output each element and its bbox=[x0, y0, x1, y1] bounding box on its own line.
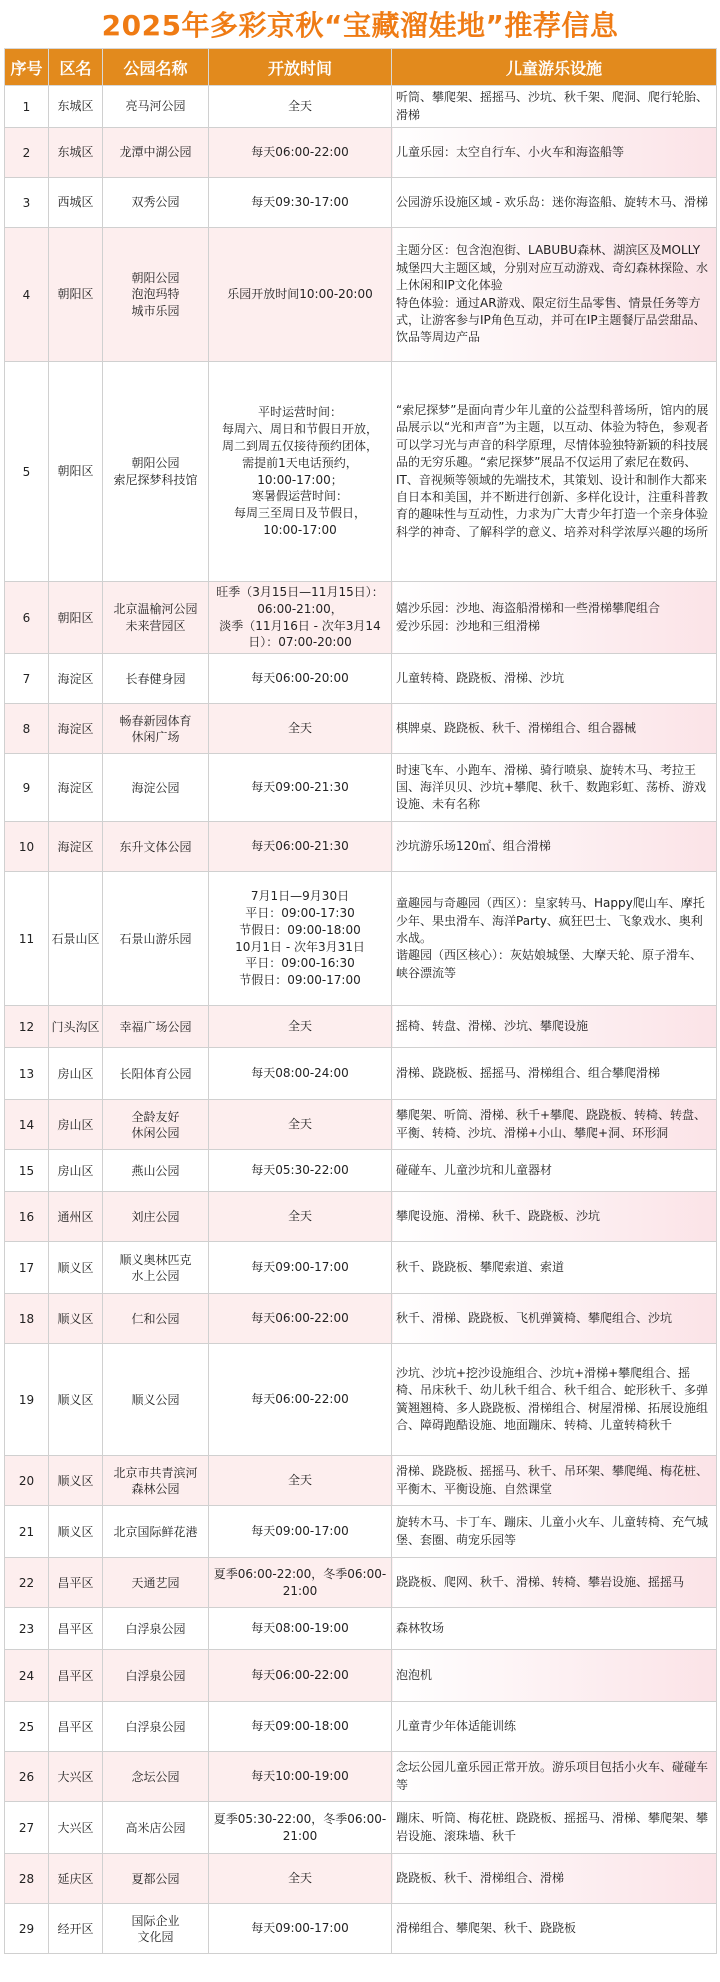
row-index: 5 bbox=[5, 362, 49, 582]
table-row bbox=[5, 362, 717, 582]
row-facilities: 公园游乐设施区域 - 欢乐岛：迷你海盗船、旋转木马、滑梯 bbox=[392, 178, 717, 228]
row-district: 海淀区 bbox=[49, 704, 103, 754]
row-index: 25 bbox=[5, 1702, 49, 1752]
row-facilities: 儿童转椅、跷跷板、滑梯、沙坑 bbox=[392, 654, 717, 704]
row-facilities: 摇椅、转盘、滑梯、沙坑、攀爬设施 bbox=[392, 1006, 717, 1048]
row-index: 27 bbox=[5, 1802, 49, 1854]
row-park-name: 白浮泉公园 bbox=[103, 1608, 209, 1650]
row-opening-hours: 每天09:30-17:00 bbox=[209, 178, 392, 228]
row-park-name: 仁和公园 bbox=[103, 1294, 209, 1344]
row-district: 西城区 bbox=[49, 178, 103, 228]
table-row bbox=[5, 1506, 717, 1558]
row-district: 延庆区 bbox=[49, 1854, 103, 1904]
header-park-name: 公园名称 bbox=[103, 49, 209, 86]
row-park-name: 长阳体育公园 bbox=[103, 1048, 209, 1100]
row-index: 18 bbox=[5, 1294, 49, 1344]
row-index: 1 bbox=[5, 86, 49, 128]
row-facilities: 儿童青少年体适能训练 bbox=[392, 1702, 717, 1752]
row-index: 24 bbox=[5, 1650, 49, 1702]
table-row bbox=[5, 1752, 717, 1802]
row-park-name: 石景山游乐园 bbox=[103, 872, 209, 1006]
row-park-name: 亮马河公园 bbox=[103, 86, 209, 128]
table-row bbox=[5, 1904, 717, 1954]
row-opening-hours: 全天 bbox=[209, 1006, 392, 1048]
row-district: 顺义区 bbox=[49, 1242, 103, 1294]
row-district: 房山区 bbox=[49, 1100, 103, 1150]
row-opening-hours: 每天05:30-22:00 bbox=[209, 1150, 392, 1192]
row-facilities: 蹦床、听筒、梅花桩、跷跷板、摇摇马、滑梯、攀爬架、攀岩设施、滚珠墙、秋千 bbox=[392, 1802, 717, 1854]
row-opening-hours: 每天06:00-22:00 bbox=[209, 128, 392, 178]
row-district: 大兴区 bbox=[49, 1752, 103, 1802]
row-park-name: 顺义奥林匹克 水上公园 bbox=[103, 1242, 209, 1294]
header-index: 序号 bbox=[5, 49, 49, 86]
row-index: 7 bbox=[5, 654, 49, 704]
row-opening-hours: 7月1日—9月30日 平日：09:00-17:30 节假日：09:00-18:00 10月1日 - 次年3月31日 平日：09:00-16:30 节假日：09:00-17:00 bbox=[209, 872, 392, 1006]
row-index: 10 bbox=[5, 822, 49, 872]
row-park-name: 天通艺园 bbox=[103, 1558, 209, 1608]
row-opening-hours: 每天06:00-22:00 bbox=[209, 1650, 392, 1702]
row-district: 通州区 bbox=[49, 1192, 103, 1242]
row-index: 22 bbox=[5, 1558, 49, 1608]
row-facilities: 滑梯、跷跷板、摇摇马、秋千、吊环架、攀爬绳、梅花桩、平衡木、平衡设施、自然课堂 bbox=[392, 1456, 717, 1506]
row-opening-hours: 每天09:00-21:30 bbox=[209, 754, 392, 822]
row-facilities: 棋牌桌、跷跷板、秋千、滑梯组合、组合器械 bbox=[392, 704, 717, 754]
row-index: 8 bbox=[5, 704, 49, 754]
row-district: 经开区 bbox=[49, 1904, 103, 1954]
row-park-name: 朝阳公园 索尼探梦科技馆 bbox=[103, 362, 209, 582]
row-opening-hours: 旺季（3月15日—11月15日）：06:00-21:00， 淡季（11月16日 - 次年3月14日）：07:00-20:00 bbox=[209, 582, 392, 654]
row-park-name: 海淀公园 bbox=[103, 754, 209, 822]
row-district: 东城区 bbox=[49, 128, 103, 178]
table-body bbox=[5, 86, 717, 1954]
row-park-name: 长春健身园 bbox=[103, 654, 209, 704]
row-park-name: 东升文体公园 bbox=[103, 822, 209, 872]
row-district: 顺义区 bbox=[49, 1456, 103, 1506]
row-facilities: “索尼探梦”是面向青少年儿童的公益型科普场所，馆内的展品展示以“光和声音”为主题，以互动、体验为特色，参观者可以学习光与声音的科学原理，尽情体验独特新颖的科技展品的无穷乐趣。“索尼探梦”展品不仅运用了索尼在数码、IT、音视频等领域的先端技术，其策划、设计和制作大都来自日本和美国，并不断进行创新、多样化设计，注重科普教育的趣味性与互动性，力求为广大青少年打造一个亲身体验科学的神奇、了解科学的意义、培养对科学浓厚兴趣的场所 bbox=[392, 362, 717, 582]
row-opening-hours: 每天06:00-22:00 bbox=[209, 1294, 392, 1344]
row-index: 26 bbox=[5, 1752, 49, 1802]
row-park-name: 北京国际鲜花港 bbox=[103, 1506, 209, 1558]
row-opening-hours: 全天 bbox=[209, 86, 392, 128]
table-row bbox=[5, 1558, 717, 1608]
row-opening-hours: 全天 bbox=[209, 1192, 392, 1242]
table-row bbox=[5, 872, 717, 1006]
row-facilities: 跷跷板、爬网、秋千、滑梯、转椅、攀岩设施、摇摇马 bbox=[392, 1558, 717, 1608]
row-index: 2 bbox=[5, 128, 49, 178]
row-opening-hours: 每天06:00-20:00 bbox=[209, 654, 392, 704]
row-facilities: 听筒、攀爬架、摇摇马、沙坑、秋千架、爬洞、爬行轮胎、滑梯 bbox=[392, 86, 717, 128]
table-row bbox=[5, 1456, 717, 1506]
row-facilities: 滑梯、跷跷板、摇摇马、滑梯组合、组合攀爬滑梯 bbox=[392, 1048, 717, 1100]
row-opening-hours: 乐园开放时间10:00-20:00 bbox=[209, 228, 392, 362]
row-facilities: 跷跷板、秋千、滑梯组合、滑梯 bbox=[392, 1854, 717, 1904]
row-index: 14 bbox=[5, 1100, 49, 1150]
table-row bbox=[5, 1192, 717, 1242]
row-district: 海淀区 bbox=[49, 754, 103, 822]
row-index: 11 bbox=[5, 872, 49, 1006]
row-park-name: 刘庄公园 bbox=[103, 1192, 209, 1242]
row-index: 12 bbox=[5, 1006, 49, 1048]
row-district: 顺义区 bbox=[49, 1344, 103, 1456]
row-park-name: 念坛公园 bbox=[103, 1752, 209, 1802]
row-opening-hours: 每天09:00-17:00 bbox=[209, 1242, 392, 1294]
row-index: 4 bbox=[5, 228, 49, 362]
table-header-row bbox=[5, 49, 717, 86]
row-district: 石景山区 bbox=[49, 872, 103, 1006]
row-park-name: 北京市共青滨河 森林公园 bbox=[103, 1456, 209, 1506]
row-index: 13 bbox=[5, 1048, 49, 1100]
row-opening-hours: 每天09:00-17:00 bbox=[209, 1506, 392, 1558]
row-district: 东城区 bbox=[49, 86, 103, 128]
row-opening-hours: 全天 bbox=[209, 1854, 392, 1904]
row-facilities: 童趣园与奇趣园（西区）：皇家转马、Happy爬山车、摩托少年、果虫滑车、海洋Party、疯狂巴士、飞象戏水、奥利水战。 谐趣园（西区核心）：灰姑娘城堡、大摩天轮、原子滑车、峡谷漂流等 bbox=[392, 872, 717, 1006]
row-park-name: 朝阳公园 泡泡玛特 城市乐园 bbox=[103, 228, 209, 362]
row-facilities: 泡泡机 bbox=[392, 1650, 717, 1702]
row-district: 房山区 bbox=[49, 1048, 103, 1100]
row-facilities: 儿童乐园：太空自行车、小火车和海盗船等 bbox=[392, 128, 717, 178]
table-row bbox=[5, 86, 717, 128]
row-district: 朝阳区 bbox=[49, 228, 103, 362]
row-district: 大兴区 bbox=[49, 1802, 103, 1854]
row-park-name: 夏都公园 bbox=[103, 1854, 209, 1904]
table-row bbox=[5, 228, 717, 362]
row-district: 顺义区 bbox=[49, 1294, 103, 1344]
table-row bbox=[5, 1100, 717, 1150]
row-district: 昌平区 bbox=[49, 1702, 103, 1752]
row-opening-hours: 每天06:00-21:30 bbox=[209, 822, 392, 872]
row-district: 门头沟区 bbox=[49, 1006, 103, 1048]
row-district: 昌平区 bbox=[49, 1558, 103, 1608]
table-row bbox=[5, 1608, 717, 1650]
table-row bbox=[5, 754, 717, 822]
table-row bbox=[5, 704, 717, 754]
row-park-name: 白浮泉公园 bbox=[103, 1650, 209, 1702]
row-index: 16 bbox=[5, 1192, 49, 1242]
row-park-name: 白浮泉公园 bbox=[103, 1702, 209, 1752]
row-park-name: 全龄友好 休闲公园 bbox=[103, 1100, 209, 1150]
row-index: 3 bbox=[5, 178, 49, 228]
row-index: 23 bbox=[5, 1608, 49, 1650]
header-opening-hours: 开放时间 bbox=[209, 49, 392, 86]
row-facilities: 碰碰车、儿童沙坑和儿童器材 bbox=[392, 1150, 717, 1192]
table-row bbox=[5, 654, 717, 704]
row-district: 顺义区 bbox=[49, 1506, 103, 1558]
row-facilities: 攀爬设施、滑梯、秋千、跷跷板、沙坑 bbox=[392, 1192, 717, 1242]
row-opening-hours: 每天08:00-24:00 bbox=[209, 1048, 392, 1100]
table-row bbox=[5, 1802, 717, 1854]
table-row bbox=[5, 1242, 717, 1294]
row-opening-hours: 全天 bbox=[209, 1456, 392, 1506]
row-opening-hours: 全天 bbox=[209, 704, 392, 754]
row-index: 17 bbox=[5, 1242, 49, 1294]
row-opening-hours: 平时运营时间： 每周六、周日和节假日开放， 周二到周五仅接待预约团体， 需提前1天电话预约， 10:00-17:00； 寒暑假运营时间： 每周三至周日及节假日， 10:00-17:00 bbox=[209, 362, 392, 582]
row-park-name: 国际企业 文化园 bbox=[103, 1904, 209, 1954]
row-opening-hours: 每天09:00-18:00 bbox=[209, 1702, 392, 1752]
row-district: 朝阳区 bbox=[49, 582, 103, 654]
row-district: 昌平区 bbox=[49, 1650, 103, 1702]
row-opening-hours: 夏季05:30-22:00，冬季06:00-21:00 bbox=[209, 1802, 392, 1854]
row-index: 20 bbox=[5, 1456, 49, 1506]
table-row bbox=[5, 1006, 717, 1048]
row-facilities: 秋千、跷跷板、攀爬索道、索道 bbox=[392, 1242, 717, 1294]
header-facilities: 儿童游乐设施 bbox=[392, 49, 717, 86]
table-row bbox=[5, 1048, 717, 1100]
row-index: 28 bbox=[5, 1854, 49, 1904]
row-facilities: 主题分区：包含泡泡街、LABUBU森林、湖滨区及MOLLY城堡四大主题区域，分别对应互动游戏、奇幻森林探险、水上休闲和IP文化体验 特色体验：通过AR游戏、限定衍生品零售、情景任务等方式，让游客参与IP角色互动，并可在IP主题餐厅品尝甜品、饮品等周边产品 bbox=[392, 228, 717, 362]
header-district: 区名 bbox=[49, 49, 103, 86]
row-district: 房山区 bbox=[49, 1150, 103, 1192]
row-facilities: 时速飞车、小跑车、滑梯、骑行喷泉、旋转木马、考拉王国、海洋贝贝、沙坑+攀爬、秋千、数跑彩虹、荡桥、游戏设施、未有名称 bbox=[392, 754, 717, 822]
row-facilities: 沙坑、沙坑+挖沙设施组合、沙坑+滑梯+攀爬组合、摇椅、吊床秋千、幼儿秋千组合、秋千组合、蛇形秋千、多弹簧翘翘椅、多人跷跷板、滑梯组合、树屋滑梯、拓展设施组合、障碍跑酷设施、地面蹦床、转椅、儿童转椅秋千 bbox=[392, 1344, 717, 1456]
row-facilities: 旋转木马、卡丁车、蹦床、儿童小火车、儿童转椅、充气城堡、套圈、萌宠乐园等 bbox=[392, 1506, 717, 1558]
table-row bbox=[5, 1702, 717, 1752]
row-opening-hours: 每天08:00-19:00 bbox=[209, 1608, 392, 1650]
table-row bbox=[5, 1854, 717, 1904]
row-district: 昌平区 bbox=[49, 1608, 103, 1650]
row-index: 9 bbox=[5, 754, 49, 822]
row-facilities: 念坛公园儿童乐园正常开放。游乐项目包括小火车、碰碰车等 bbox=[392, 1752, 717, 1802]
row-index: 15 bbox=[5, 1150, 49, 1192]
row-park-name: 北京温榆河公园 未来营园区 bbox=[103, 582, 209, 654]
row-opening-hours: 每天06:00-22:00 bbox=[209, 1344, 392, 1456]
recommendation-table bbox=[4, 48, 717, 1954]
row-index: 29 bbox=[5, 1904, 49, 1954]
table-row bbox=[5, 1344, 717, 1456]
row-index: 21 bbox=[5, 1506, 49, 1558]
row-park-name: 龙潭中湖公园 bbox=[103, 128, 209, 178]
row-district: 朝阳区 bbox=[49, 362, 103, 582]
row-index: 6 bbox=[5, 582, 49, 654]
row-facilities: 滑梯组合、攀爬架、秋千、跷跷板 bbox=[392, 1904, 717, 1954]
table-row bbox=[5, 1650, 717, 1702]
row-opening-hours: 夏季06:00-22:00，冬季06:00-21:00 bbox=[209, 1558, 392, 1608]
row-park-name: 高米店公园 bbox=[103, 1802, 209, 1854]
row-facilities: 嬉沙乐园：沙地、海盗船滑梯和一些滑梯攀爬组合 爱沙乐园：沙地和三组滑梯 bbox=[392, 582, 717, 654]
row-district: 海淀区 bbox=[49, 654, 103, 704]
table-row bbox=[5, 822, 717, 872]
table-row bbox=[5, 128, 717, 178]
row-opening-hours: 每天10:00-19:00 bbox=[209, 1752, 392, 1802]
row-park-name: 畅春新园体育 休闲广场 bbox=[103, 704, 209, 754]
row-facilities: 沙坑游乐场120㎡、组合滑梯 bbox=[392, 822, 717, 872]
table-row bbox=[5, 1150, 717, 1192]
row-district: 海淀区 bbox=[49, 822, 103, 872]
table-row bbox=[5, 1294, 717, 1344]
page-title: 2025年多彩京秋“宝藏溜娃地”推荐信息 bbox=[101, 9, 619, 42]
row-facilities: 攀爬架、听筒、滑梯、秋千+攀爬、跷跷板、转椅、转盘、平衡、转椅、沙坑、滑梯+小山、攀爬+洞、环形洞 bbox=[392, 1100, 717, 1150]
row-park-name: 燕山公园 bbox=[103, 1150, 209, 1192]
table-row bbox=[5, 582, 717, 654]
row-index: 19 bbox=[5, 1344, 49, 1456]
row-park-name: 幸福广场公园 bbox=[103, 1006, 209, 1048]
row-facilities: 森林牧场 bbox=[392, 1608, 717, 1650]
row-park-name: 顺义公园 bbox=[103, 1344, 209, 1456]
row-park-name: 双秀公园 bbox=[103, 178, 209, 228]
row-facilities: 秋千、滑梯、跷跷板、飞机弹簧椅、攀爬组合、沙坑 bbox=[392, 1294, 717, 1344]
row-opening-hours: 全天 bbox=[209, 1100, 392, 1150]
row-opening-hours: 每天09:00-17:00 bbox=[209, 1904, 392, 1954]
table-row bbox=[5, 178, 717, 228]
